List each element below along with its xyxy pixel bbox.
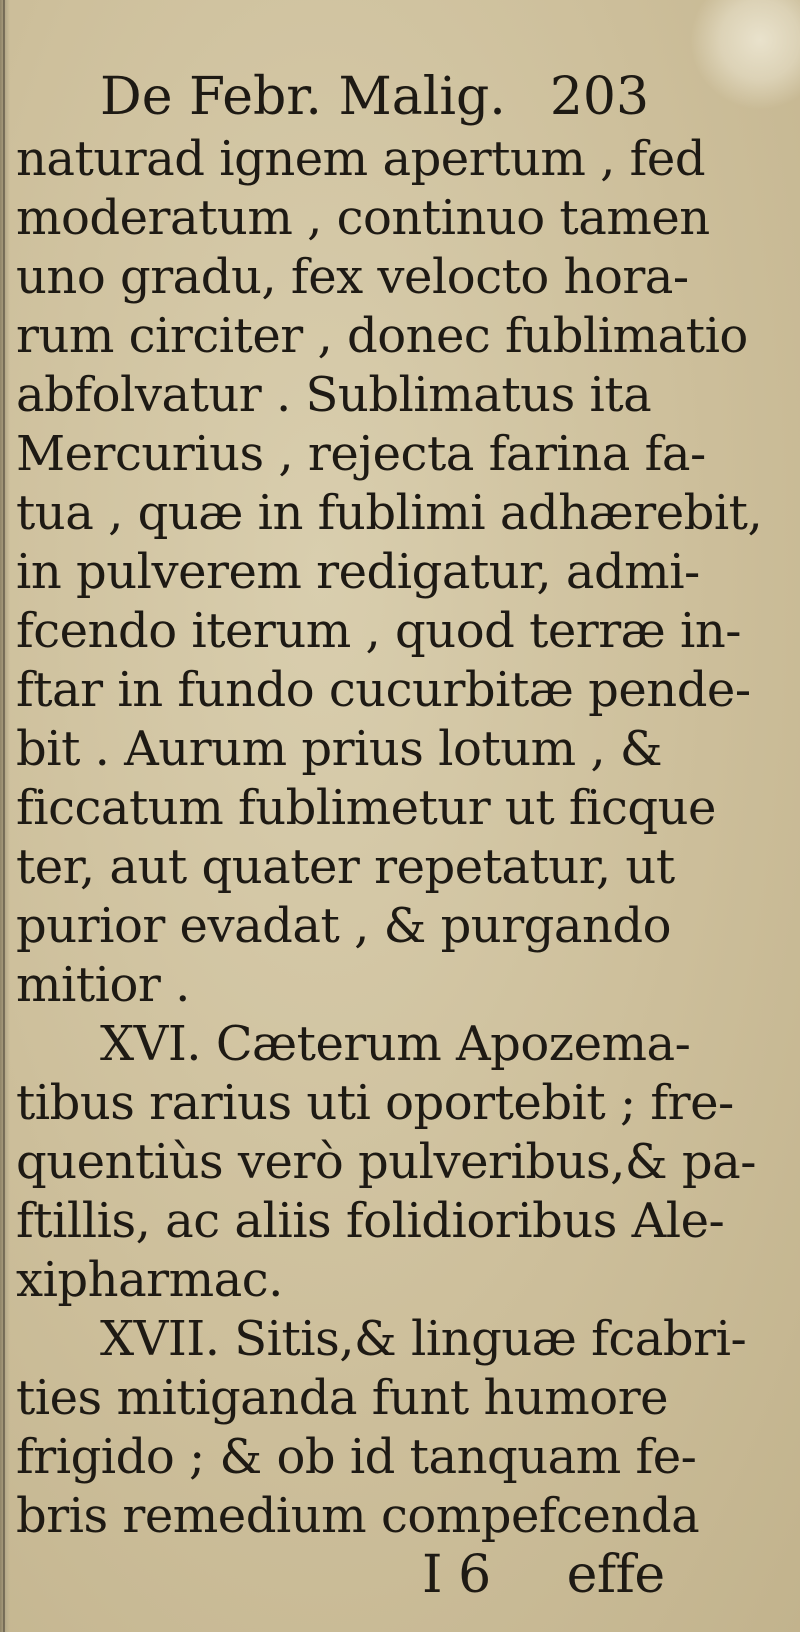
text-line: xipharmac. bbox=[16, 1252, 283, 1308]
running-title: De Febr. Malig. bbox=[100, 67, 506, 127]
signature-mark: I 6 bbox=[422, 1545, 491, 1605]
catchword: effe bbox=[566, 1545, 665, 1605]
text-line: tua , quæ in fublimi adhærebit, bbox=[16, 485, 763, 541]
text-line: abfolvatur . Sublimatus ita bbox=[16, 367, 652, 423]
paper-stain bbox=[690, 0, 800, 110]
running-header bbox=[100, 62, 660, 132]
text-line: ficcatum fublimetur ut ficque bbox=[16, 780, 716, 836]
text-line: mitior . bbox=[16, 957, 190, 1013]
text-line: ter, aut quater repetatur, ut bbox=[16, 839, 675, 895]
text-line: moderatum , continuo tamen bbox=[16, 190, 710, 246]
body-text bbox=[16, 130, 796, 1605]
page-number: 203 bbox=[549, 67, 650, 127]
text-line: uno gradu, fex velocto hora- bbox=[16, 249, 689, 305]
section-heading-xvii: XVII. Sitis,& linguæ fcabri- bbox=[100, 1311, 747, 1367]
section-heading-xvi: XVI. Cæterum Apozema- bbox=[100, 1016, 691, 1072]
text-line: purior evadat , & purgando bbox=[16, 898, 672, 954]
page-footer bbox=[16, 1546, 796, 1605]
text-line: quentiùs verò pulveribus,& pa- bbox=[16, 1134, 756, 1190]
text-line: Mercurius , rejecta farina fa- bbox=[16, 426, 706, 482]
text-line: ftar in fundo cucurbitæ pende- bbox=[16, 662, 751, 718]
text-line: fcendo iterum , quod terræ in- bbox=[16, 603, 742, 659]
text-line: bit . Aurum prius lotum , & bbox=[16, 721, 663, 777]
text-line: in pulverem redigatur, admi- bbox=[16, 544, 700, 600]
text-line: rum circiter , donec fublimatio bbox=[16, 308, 748, 364]
text-line: naturad ignem apertum , fed bbox=[16, 131, 706, 187]
text-line: ties mitiganda funt humore bbox=[16, 1370, 669, 1426]
gutter-shadow-line bbox=[3, 0, 5, 1632]
text-line: frigido ; & ob id tanquam fe- bbox=[16, 1429, 697, 1485]
page-gutter bbox=[0, 0, 10, 1632]
text-line: tibus rarius uti oportebit ; fre- bbox=[16, 1075, 734, 1131]
text-line: bris remedium compefcenda bbox=[16, 1488, 700, 1544]
text-line: ftillis, ac aliis folidioribus Ale- bbox=[16, 1193, 725, 1249]
